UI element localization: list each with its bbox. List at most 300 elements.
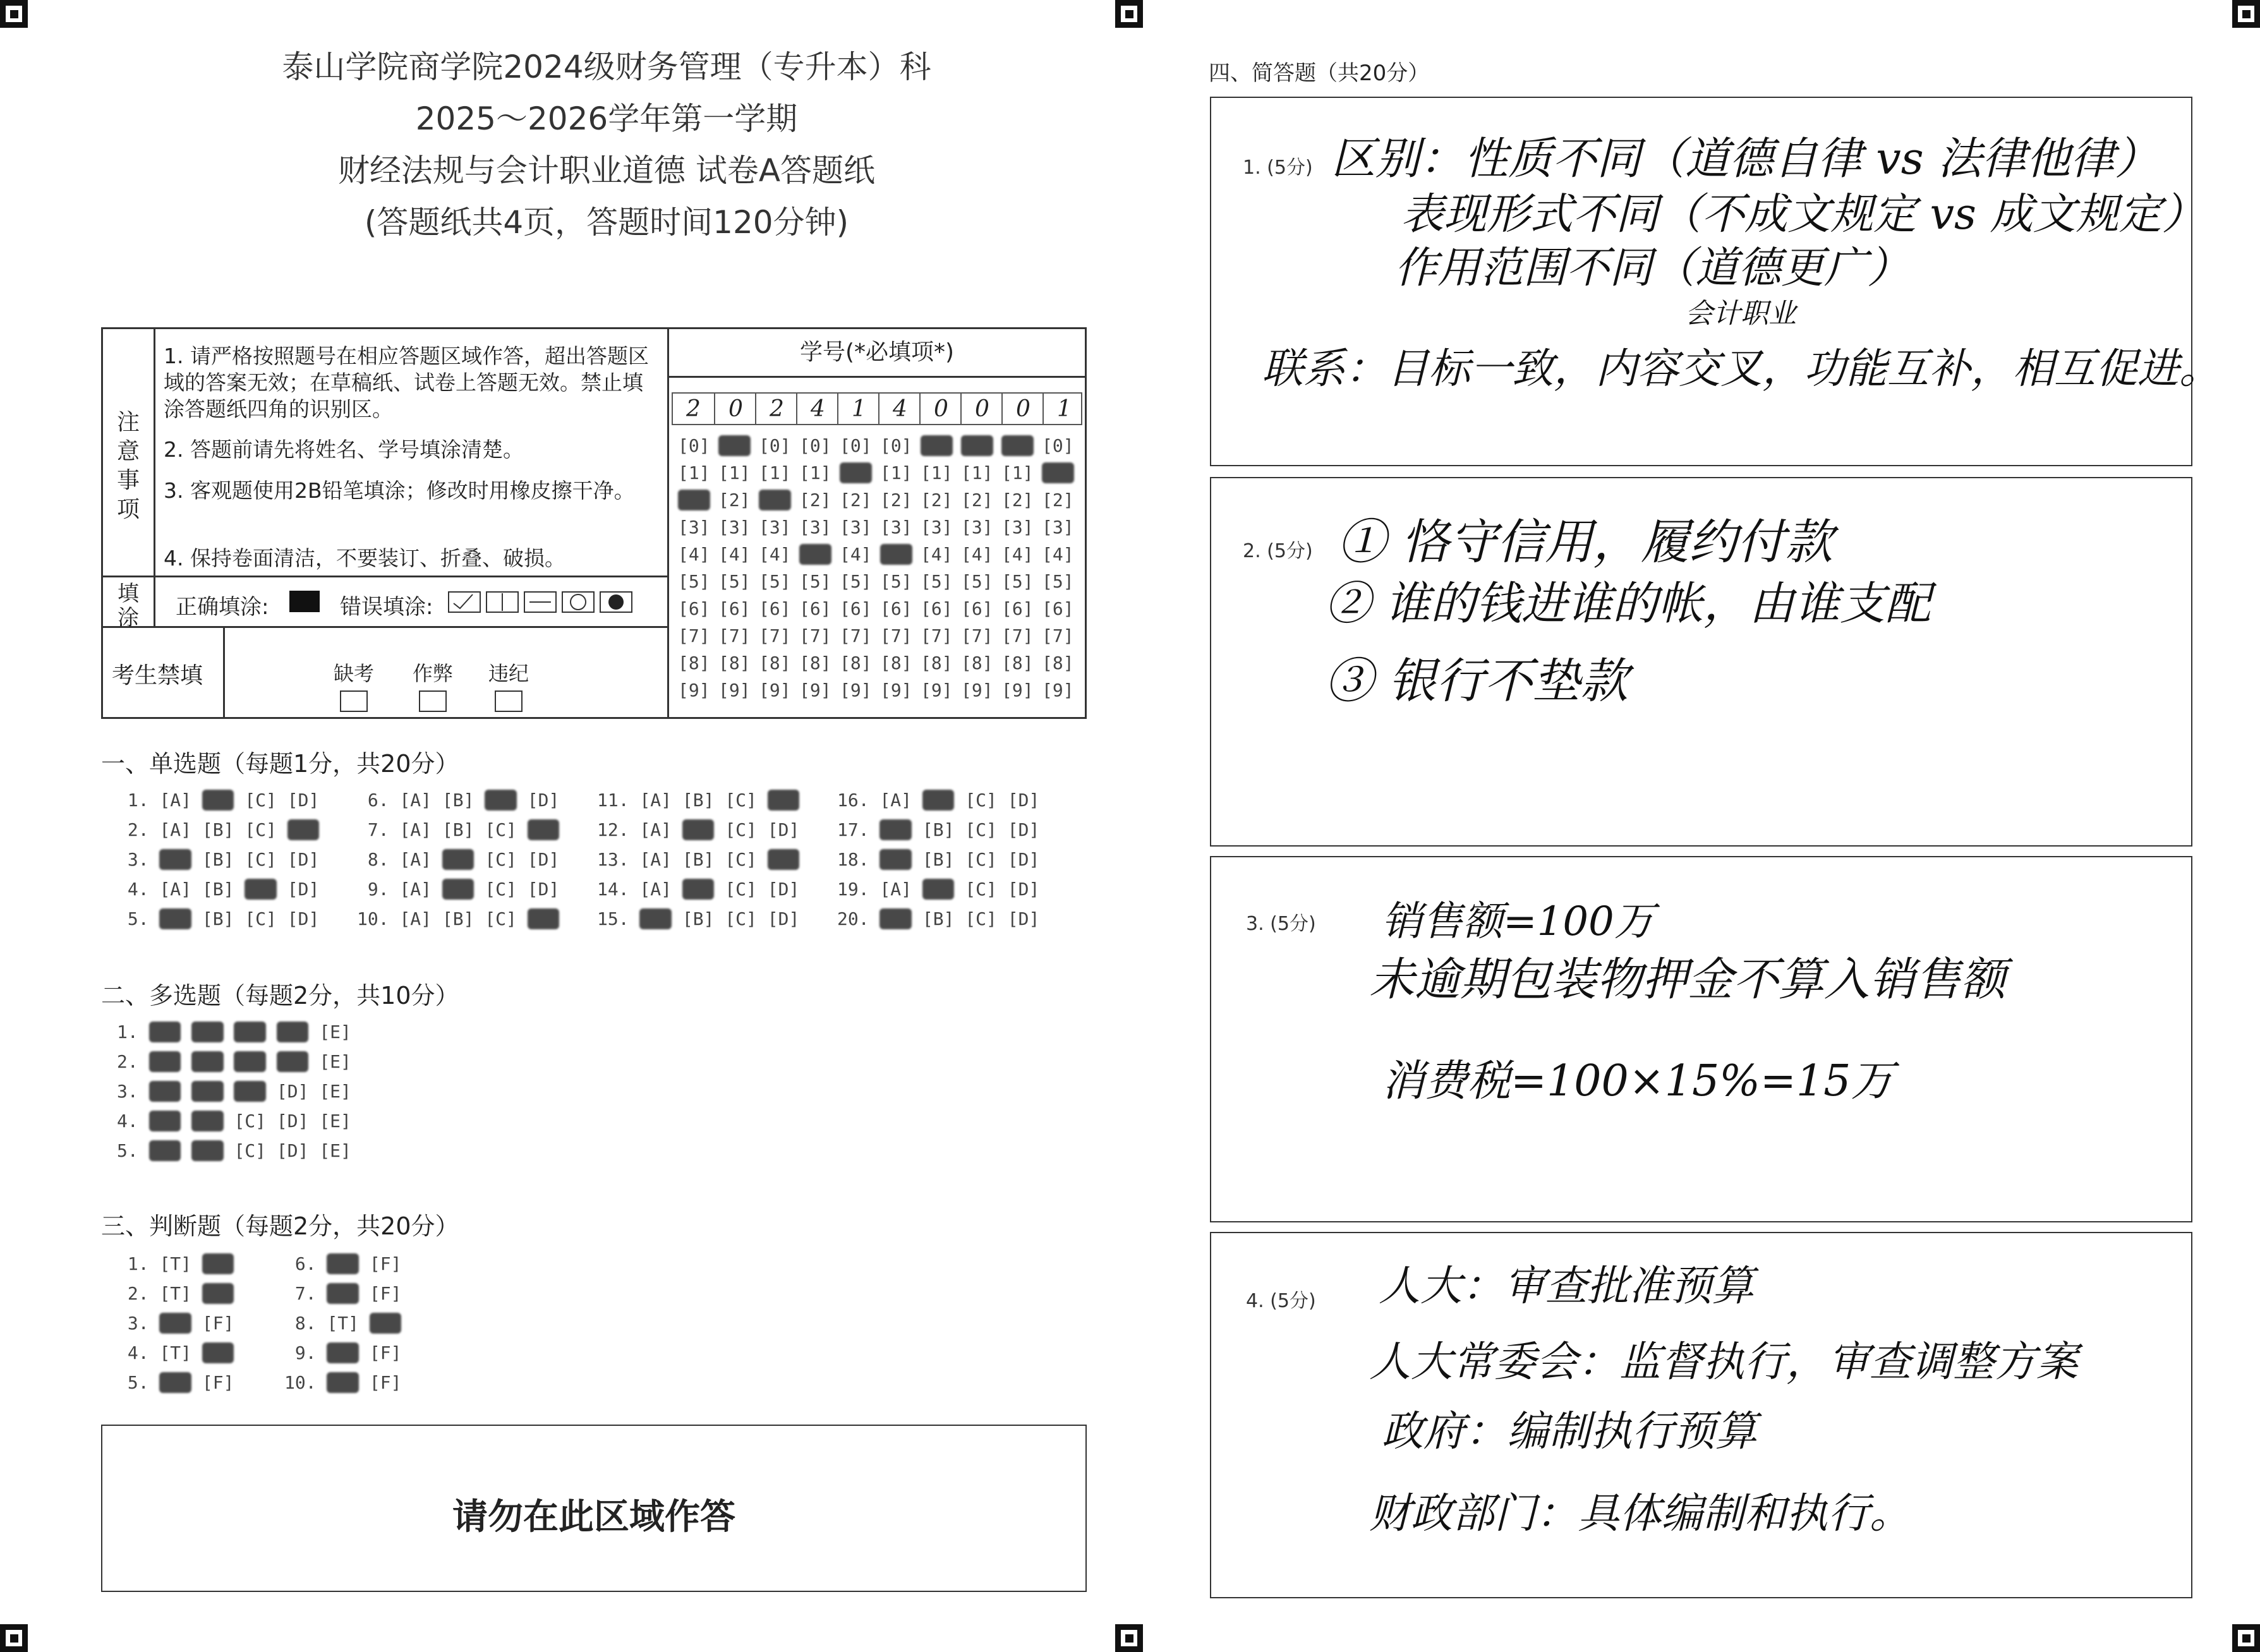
option-bubble[interactable]: [234, 1022, 266, 1042]
student-id-bubble[interactable]: [1]: [678, 462, 710, 483]
option-bubble[interactable]: [C]: [485, 849, 517, 870]
student-id-bubble[interactable]: [1042, 462, 1074, 483]
option-bubble[interactable]: [B]: [202, 908, 234, 929]
option-bubble[interactable]: [B]: [682, 790, 715, 811]
question-number: 19.: [837, 879, 880, 900]
option-bubble[interactable]: [B]: [442, 790, 474, 811]
student-id-bubble[interactable]: [4]: [1042, 544, 1074, 565]
option-bubble[interactable]: [C]: [485, 879, 517, 900]
student-id-bubble[interactable]: [5]: [1001, 571, 1034, 592]
option-bubble[interactable]: [287, 819, 320, 840]
correct-fill-sample: [289, 591, 320, 612]
notice-item-3: 3. 客观题使用2B铅笔填涂；修改时用橡皮擦干净。: [164, 478, 635, 503]
option-bubble[interactable]: [C]: [234, 1140, 267, 1161]
option-bubble[interactable]: [327, 1253, 359, 1274]
true-false-row: [284, 1283, 401, 1304]
true-false-row: [284, 1342, 401, 1363]
option-bubble[interactable]: [C]: [725, 908, 757, 929]
student-id-bubble[interactable]: [1]: [1001, 462, 1034, 483]
student-id-bubble[interactable]: [2]: [718, 490, 751, 510]
answer-4-line-4: 财政部门：具体编制和执行。: [1369, 1489, 1911, 1538]
student-id-bubble[interactable]: [4]: [921, 544, 953, 565]
option-bubble[interactable]: [277, 1051, 309, 1072]
option-bubble[interactable]: [159, 1313, 191, 1334]
student-id-bubble[interactable]: [9]: [961, 680, 993, 701]
student-id-bubble[interactable]: [0]: [880, 435, 912, 456]
student-id-bubble[interactable]: [678, 490, 710, 510]
option-bubble[interactable]: [A]: [159, 879, 192, 900]
option-bubble[interactable]: [C]: [965, 908, 997, 929]
student-id-bubble[interactable]: [5]: [759, 571, 791, 592]
option-bubble[interactable]: [191, 1022, 224, 1042]
student-id-bubble[interactable]: [1001, 435, 1034, 456]
option-bubble[interactable]: [159, 1372, 191, 1393]
option-bubble[interactable]: [191, 1111, 224, 1131]
student-id-bubble[interactable]: [6]: [1042, 598, 1074, 619]
student-id-bubble[interactable]: [9]: [1042, 680, 1074, 701]
question-number: 7.: [357, 819, 400, 840]
student-id-bubble[interactable]: [0]: [759, 435, 791, 456]
option-bubble[interactable]: [768, 790, 800, 811]
student-id-bubble[interactable]: [2]: [921, 490, 953, 510]
corner-mark-top-right: [2232, 0, 2260, 28]
option-bubble[interactable]: [C]: [965, 790, 997, 811]
option-bubble[interactable]: [D]: [287, 849, 320, 870]
option-bubble[interactable]: [C]: [245, 819, 277, 840]
answer-1-line-4: 会计职业: [1685, 298, 1796, 330]
option-bubble[interactable]: [F]: [369, 1372, 402, 1393]
student-id-bubble[interactable]: [3]: [1042, 517, 1074, 538]
option-bubble[interactable]: [F]: [202, 1313, 234, 1334]
option-bubble[interactable]: [A]: [399, 819, 432, 840]
answer-box-3[interactable]: [1210, 856, 2192, 1222]
student-id-bubble[interactable]: [6]: [678, 598, 710, 619]
student-id-bubble[interactable]: [3]: [678, 517, 710, 538]
option-bubble[interactable]: [442, 879, 474, 900]
student-id-bubble[interactable]: [2]: [840, 490, 872, 510]
student-id-bubble[interactable]: [3]: [759, 517, 791, 538]
student-id-bubble[interactable]: [4]: [718, 544, 751, 565]
option-bubble[interactable]: [C]: [234, 1111, 267, 1131]
student-id-bubble[interactable]: [8]: [718, 653, 751, 673]
student-id-bubble[interactable]: [0]: [1042, 435, 1074, 456]
option-bubble[interactable]: [245, 879, 277, 900]
option-bubble[interactable]: [D]: [527, 790, 560, 811]
option-bubble[interactable]: [A]: [399, 849, 432, 870]
student-id-bubble[interactable]: [6]: [880, 598, 912, 619]
option-bubble[interactable]: [528, 908, 560, 929]
student-id-bubble[interactable]: [8]: [880, 653, 912, 673]
student-id-bubble[interactable]: [1]: [880, 462, 912, 483]
single-choice-row: [357, 849, 559, 870]
forbid-cheat-checkbox[interactable]: [419, 690, 447, 712]
option-bubble[interactable]: [E]: [319, 1140, 351, 1161]
student-id-bubble[interactable]: [880, 544, 912, 565]
option-bubble[interactable]: [F]: [369, 1342, 402, 1363]
option-bubble[interactable]: [D]: [287, 908, 320, 929]
option-bubble[interactable]: [A]: [399, 879, 432, 900]
multi-choice-row: [117, 1140, 351, 1161]
option-bubble[interactable]: [C]: [965, 879, 997, 900]
student-id-bubble[interactable]: [8]: [799, 653, 831, 673]
option-bubble[interactable]: [D]: [1007, 908, 1040, 929]
single-choice-row: [597, 849, 799, 870]
option-bubble[interactable]: [149, 1140, 181, 1161]
corner-mark-top-middle: [1115, 0, 1143, 28]
option-bubble[interactable]: [B]: [682, 908, 715, 929]
question-number: 8.: [284, 1313, 327, 1334]
option-bubble[interactable]: [A]: [159, 790, 192, 811]
student-id-bubble[interactable]: [5]: [678, 571, 710, 592]
option-bubble[interactable]: [159, 849, 191, 870]
option-bubble[interactable]: [639, 908, 672, 929]
student-id-bubble[interactable]: [7]: [1042, 625, 1074, 646]
student-id-bubble[interactable]: [3]: [799, 517, 831, 538]
student-id-bubble[interactable]: [7]: [961, 625, 993, 646]
option-bubble[interactable]: [D]: [276, 1081, 309, 1102]
option-bubble[interactable]: [149, 1051, 181, 1072]
option-bubble[interactable]: [370, 1313, 402, 1334]
student-id-bubble[interactable]: [9]: [840, 680, 872, 701]
student-id-bubble[interactable]: [3]: [840, 517, 872, 538]
question-number: 11.: [597, 790, 640, 811]
option-bubble[interactable]: [B]: [202, 849, 234, 870]
single-choice-row: [117, 819, 319, 840]
notice-item-2: 2. 答题前请先将姓名、学号填涂清楚。: [164, 437, 524, 462]
option-bubble[interactable]: [D]: [1007, 819, 1040, 840]
option-bubble[interactable]: [879, 849, 912, 870]
question-number: 3.: [117, 849, 160, 870]
option-bubble[interactable]: [D]: [1007, 849, 1040, 870]
student-id-bubble[interactable]: [5]: [961, 571, 993, 592]
student-id-bubble[interactable]: [5]: [718, 571, 751, 592]
student-id-bubble[interactable]: [5]: [1042, 571, 1074, 592]
student-id-bubble[interactable]: [2]: [880, 490, 912, 510]
option-bubble[interactable]: [277, 1022, 309, 1042]
student-id-bubble[interactable]: [9]: [799, 680, 831, 701]
option-bubble[interactable]: [442, 849, 474, 870]
section1-answers: [117, 790, 1103, 941]
option-bubble[interactable]: [D]: [276, 1140, 309, 1161]
option-bubble[interactable]: [D]: [287, 879, 320, 900]
option-bubble[interactable]: [B]: [682, 849, 715, 870]
option-bubble[interactable]: [A]: [879, 879, 912, 900]
question-number: 3.: [117, 1313, 160, 1334]
section2-answers: [117, 1022, 496, 1173]
option-bubble[interactable]: [191, 1051, 224, 1072]
student-id-digit: 2: [755, 394, 797, 425]
option-bubble[interactable]: [A]: [399, 790, 432, 811]
student-id-bubble[interactable]: [9]: [718, 680, 751, 701]
multi-choice-row: [117, 1051, 351, 1072]
option-bubble[interactable]: [327, 1283, 359, 1304]
notice-item-1: 1. 请严格按照题号在相应答题区域作答，超出答题区域的答案无效；在草稿纸、试卷上答题无效。禁止填涂答题纸四角的识别区。: [164, 344, 649, 421]
option-bubble[interactable]: [B]: [922, 849, 955, 870]
student-id-bubble[interactable]: [7]: [880, 625, 912, 646]
student-id-bubble[interactable]: [759, 490, 791, 510]
option-bubble[interactable]: [D]: [527, 849, 560, 870]
option-bubble[interactable]: [B]: [202, 819, 234, 840]
student-id-bubble[interactable]: [8]: [1042, 653, 1074, 673]
forbid-violation-checkbox[interactable]: [495, 690, 523, 712]
single-choice-row: [597, 879, 799, 900]
option-bubble[interactable]: [C]: [965, 849, 997, 870]
student-id-bubble[interactable]: [1]: [718, 462, 751, 483]
option-bubble[interactable]: [E]: [319, 1081, 351, 1102]
student-id-bubble[interactable]: [8]: [678, 653, 710, 673]
student-id-bubble[interactable]: [2]: [1001, 490, 1034, 510]
option-bubble[interactable]: [A]: [639, 849, 672, 870]
student-id-bubble[interactable]: [9]: [678, 680, 710, 701]
student-id-bubble[interactable]: [6]: [718, 598, 751, 619]
student-id-bubble[interactable]: [2]: [799, 490, 831, 510]
student-id-bubble[interactable]: [6]: [759, 598, 791, 619]
student-id-bubble[interactable]: [0]: [840, 435, 872, 456]
student-id-bubble[interactable]: [3]: [961, 517, 993, 538]
option-bubble[interactable]: [T]: [159, 1283, 192, 1304]
option-bubble[interactable]: [202, 1253, 234, 1274]
student-id-bubble[interactable]: [8]: [759, 653, 791, 673]
option-bubble[interactable]: [149, 1081, 181, 1102]
question-4-number: 4. (5分): [1246, 1290, 1316, 1312]
question-number: 9.: [357, 879, 400, 900]
student-id-bubble[interactable]: [3]: [880, 517, 912, 538]
single-choice-row: [837, 849, 1039, 870]
option-bubble[interactable]: [D]: [767, 908, 800, 929]
student-id-bubble[interactable]: [2]: [961, 490, 993, 510]
question-number: 9.: [284, 1342, 327, 1363]
student-id-bubble[interactable]: [6]: [961, 598, 993, 619]
student-id-bubble[interactable]: [0]: [799, 435, 831, 456]
question-number: 13.: [597, 849, 640, 870]
answer-box-2[interactable]: [1210, 477, 2192, 847]
student-id-digit: 4: [796, 394, 838, 425]
student-id-bubble[interactable]: [7]: [759, 625, 791, 646]
question-number: 15.: [597, 908, 640, 929]
option-bubble[interactable]: [B]: [202, 879, 234, 900]
option-bubble[interactable]: [922, 790, 955, 811]
forbid-label: 考生禁填: [112, 663, 203, 689]
student-id-bubble[interactable]: [1]: [921, 462, 953, 483]
student-id-bubble[interactable]: [1]: [799, 462, 831, 483]
question-number: 10.: [357, 908, 400, 929]
answer-2-line-3: ③ 银行不垫款: [1325, 653, 1629, 709]
option-bubble[interactable]: [D]: [276, 1111, 309, 1131]
option-bubble[interactable]: [202, 790, 234, 811]
option-bubble[interactable]: [C]: [245, 849, 277, 870]
option-bubble[interactable]: [682, 819, 715, 840]
option-bubble[interactable]: [C]: [485, 819, 517, 840]
student-id-bubble[interactable]: [9]: [1001, 680, 1034, 701]
option-bubble[interactable]: [149, 1111, 181, 1131]
option-bubble[interactable]: [B]: [442, 908, 474, 929]
option-bubble[interactable]: [T]: [327, 1313, 360, 1334]
student-id-bubble[interactable]: [9]: [880, 680, 912, 701]
student-id-bubble[interactable]: [840, 462, 872, 483]
corner-mark-bottom-middle: [1115, 1624, 1143, 1652]
option-bubble[interactable]: [E]: [319, 1111, 351, 1131]
corner-mark-top-left: [0, 0, 28, 28]
no-answer-zone: [101, 1425, 1087, 1592]
option-bubble[interactable]: [B]: [922, 819, 955, 840]
true-false-row: [117, 1342, 234, 1363]
student-id-bubble[interactable]: [6]: [921, 598, 953, 619]
option-bubble[interactable]: [A]: [639, 819, 672, 840]
true-false-row: [117, 1313, 234, 1334]
option-bubble[interactable]: [B]: [922, 908, 955, 929]
option-bubble[interactable]: [D]: [1007, 879, 1040, 900]
student-id-bubble[interactable]: [9]: [759, 680, 791, 701]
section4-title: 四、简答题（共20分）: [1209, 61, 1430, 86]
option-bubble[interactable]: [C]: [725, 879, 757, 900]
option-bubble[interactable]: [T]: [159, 1342, 192, 1363]
single-choice-row: [357, 879, 559, 900]
student-id-bubble[interactable]: [4]: [678, 544, 710, 565]
student-id-bubble[interactable]: [4]: [961, 544, 993, 565]
question-number: 4.: [117, 1342, 160, 1363]
option-bubble[interactable]: [879, 819, 912, 840]
option-bubble[interactable]: [202, 1342, 234, 1363]
student-id-bubble[interactable]: [4]: [840, 544, 872, 565]
option-bubble[interactable]: [922, 879, 955, 900]
student-id-bubble[interactable]: [8]: [840, 653, 872, 673]
option-bubble[interactable]: [191, 1081, 224, 1102]
true-false-row: [117, 1283, 234, 1304]
option-bubble[interactable]: [B]: [442, 819, 474, 840]
multi-choice-row: [117, 1022, 351, 1042]
single-choice-row: [837, 879, 1039, 900]
student-id-bubble[interactable]: [7]: [718, 625, 751, 646]
question-number: 3.: [117, 1081, 149, 1102]
forbid-absent-checkbox[interactable]: [340, 690, 368, 712]
corner-mark-bottom-right: [2232, 1624, 2260, 1652]
student-id-bubble[interactable]: [8]: [961, 653, 993, 673]
student-id-bubble[interactable]: [1]: [961, 462, 993, 483]
option-bubble[interactable]: [A]: [639, 879, 672, 900]
student-id-bubble[interactable]: [3]: [921, 517, 953, 538]
option-bubble[interactable]: [234, 1051, 266, 1072]
option-bubble[interactable]: [879, 908, 912, 929]
option-bubble[interactable]: [D]: [287, 790, 320, 811]
single-choice-row: [357, 790, 559, 811]
student-id-bubble[interactable]: [718, 435, 751, 456]
question-number: 2.: [117, 819, 160, 840]
student-id-bubble[interactable]: [8]: [921, 653, 953, 673]
student-id-bubble[interactable]: [6]: [840, 598, 872, 619]
student-id-bubble[interactable]: [7]: [678, 625, 710, 646]
student-id-bubble[interactable]: [961, 435, 993, 456]
answer-1-line-5: 联系：目标一致，内容交叉，功能互补，相互促进。: [1262, 344, 2221, 393]
student-id-bubble[interactable]: [4]: [759, 544, 791, 565]
true-false-row: [117, 1253, 234, 1274]
option-bubble[interactable]: [A]: [159, 819, 192, 840]
student-id-bubble[interactable]: [2]: [1042, 490, 1074, 510]
option-bubble[interactable]: [327, 1342, 359, 1363]
true-false-row: [284, 1372, 401, 1393]
option-bubble[interactable]: [C]: [725, 790, 757, 811]
student-id-bubble[interactable]: [8]: [1001, 653, 1034, 673]
option-bubble[interactable]: [C]: [725, 819, 757, 840]
option-bubble[interactable]: [F]: [202, 1372, 234, 1393]
question-number: 14.: [597, 879, 640, 900]
single-choice-row: [837, 908, 1039, 929]
option-bubble[interactable]: [149, 1022, 181, 1042]
single-choice-row: [357, 908, 559, 929]
single-choice-row: [117, 849, 319, 870]
student-id-digit: 0: [919, 394, 962, 425]
option-bubble[interactable]: [C]: [965, 819, 997, 840]
question-number: 5.: [117, 908, 160, 929]
student-id-digit: 0: [714, 394, 756, 425]
option-bubble[interactable]: [T]: [159, 1253, 192, 1274]
question-1-number: 1. (5分): [1243, 157, 1313, 179]
option-bubble[interactable]: [682, 879, 715, 900]
option-bubble[interactable]: [191, 1140, 224, 1161]
answer-3-line-1: 销售额=100万: [1382, 898, 1655, 945]
student-id-bubble[interactable]: [5]: [799, 571, 831, 592]
option-bubble[interactable]: [F]: [369, 1283, 402, 1304]
student-id-bubble[interactable]: [921, 435, 953, 456]
student-id-bubble[interactable]: [799, 544, 831, 565]
option-bubble[interactable]: [A]: [879, 790, 912, 811]
student-id-bubble[interactable]: [6]: [799, 598, 831, 619]
option-bubble[interactable]: [D]: [767, 819, 800, 840]
option-bubble[interactable]: [D]: [1007, 790, 1040, 811]
option-bubble[interactable]: [485, 790, 517, 811]
option-bubble[interactable]: [E]: [319, 1022, 351, 1042]
student-id-bubble[interactable]: [5]: [880, 571, 912, 592]
student-id-bubble[interactable]: [7]: [1001, 625, 1034, 646]
option-bubble[interactable]: [D]: [767, 879, 800, 900]
student-id-bubble[interactable]: [3]: [718, 517, 751, 538]
answer-box-1[interactable]: [1210, 97, 2221, 466]
student-id-bubble[interactable]: [0]: [678, 435, 710, 456]
student-id-bubble[interactable]: [7]: [799, 625, 831, 646]
question-number: 12.: [597, 819, 640, 840]
student-id-bubble[interactable]: [5]: [921, 571, 953, 592]
option-bubble[interactable]: [E]: [319, 1051, 351, 1072]
option-bubble[interactable]: [C]: [725, 849, 757, 870]
option-bubble[interactable]: [327, 1372, 359, 1393]
student-id-bubble[interactable]: [3]: [1001, 517, 1034, 538]
option-bubble[interactable]: [C]: [485, 908, 517, 929]
student-id-bubble[interactable]: [7]: [921, 625, 953, 646]
answer-box-4[interactable]: [1210, 1232, 2192, 1598]
option-bubble[interactable]: [A]: [639, 790, 672, 811]
student-id-bubble[interactable]: [7]: [840, 625, 872, 646]
option-bubble[interactable]: [D]: [527, 879, 560, 900]
option-bubble[interactable]: [159, 908, 191, 929]
section1-title: 一、单选题（每题1分，共20分）: [101, 750, 459, 778]
answer-4-line-3: 政府：编制执行预算: [1382, 1407, 1757, 1456]
info-table: [101, 327, 1087, 719]
option-bubble[interactable]: [F]: [369, 1253, 402, 1274]
option-bubble[interactable]: [528, 819, 560, 840]
student-id-bubble[interactable]: [9]: [921, 680, 953, 701]
forbid-violation-label: 违纪: [488, 661, 529, 685]
option-bubble[interactable]: [A]: [399, 908, 432, 929]
option-bubble[interactable]: [C]: [245, 908, 277, 929]
option-bubble[interactable]: [768, 849, 800, 870]
student-id-bubble[interactable]: [4]: [1001, 544, 1034, 565]
student-id-digit: 0: [1001, 394, 1044, 425]
option-bubble[interactable]: [C]: [245, 790, 277, 811]
student-id-bubble[interactable]: [5]: [840, 571, 872, 592]
option-bubble[interactable]: [202, 1283, 234, 1304]
student-id-bubble[interactable]: [1]: [759, 462, 791, 483]
student-id-bubble[interactable]: [6]: [1001, 598, 1034, 619]
option-bubble[interactable]: [234, 1081, 266, 1102]
